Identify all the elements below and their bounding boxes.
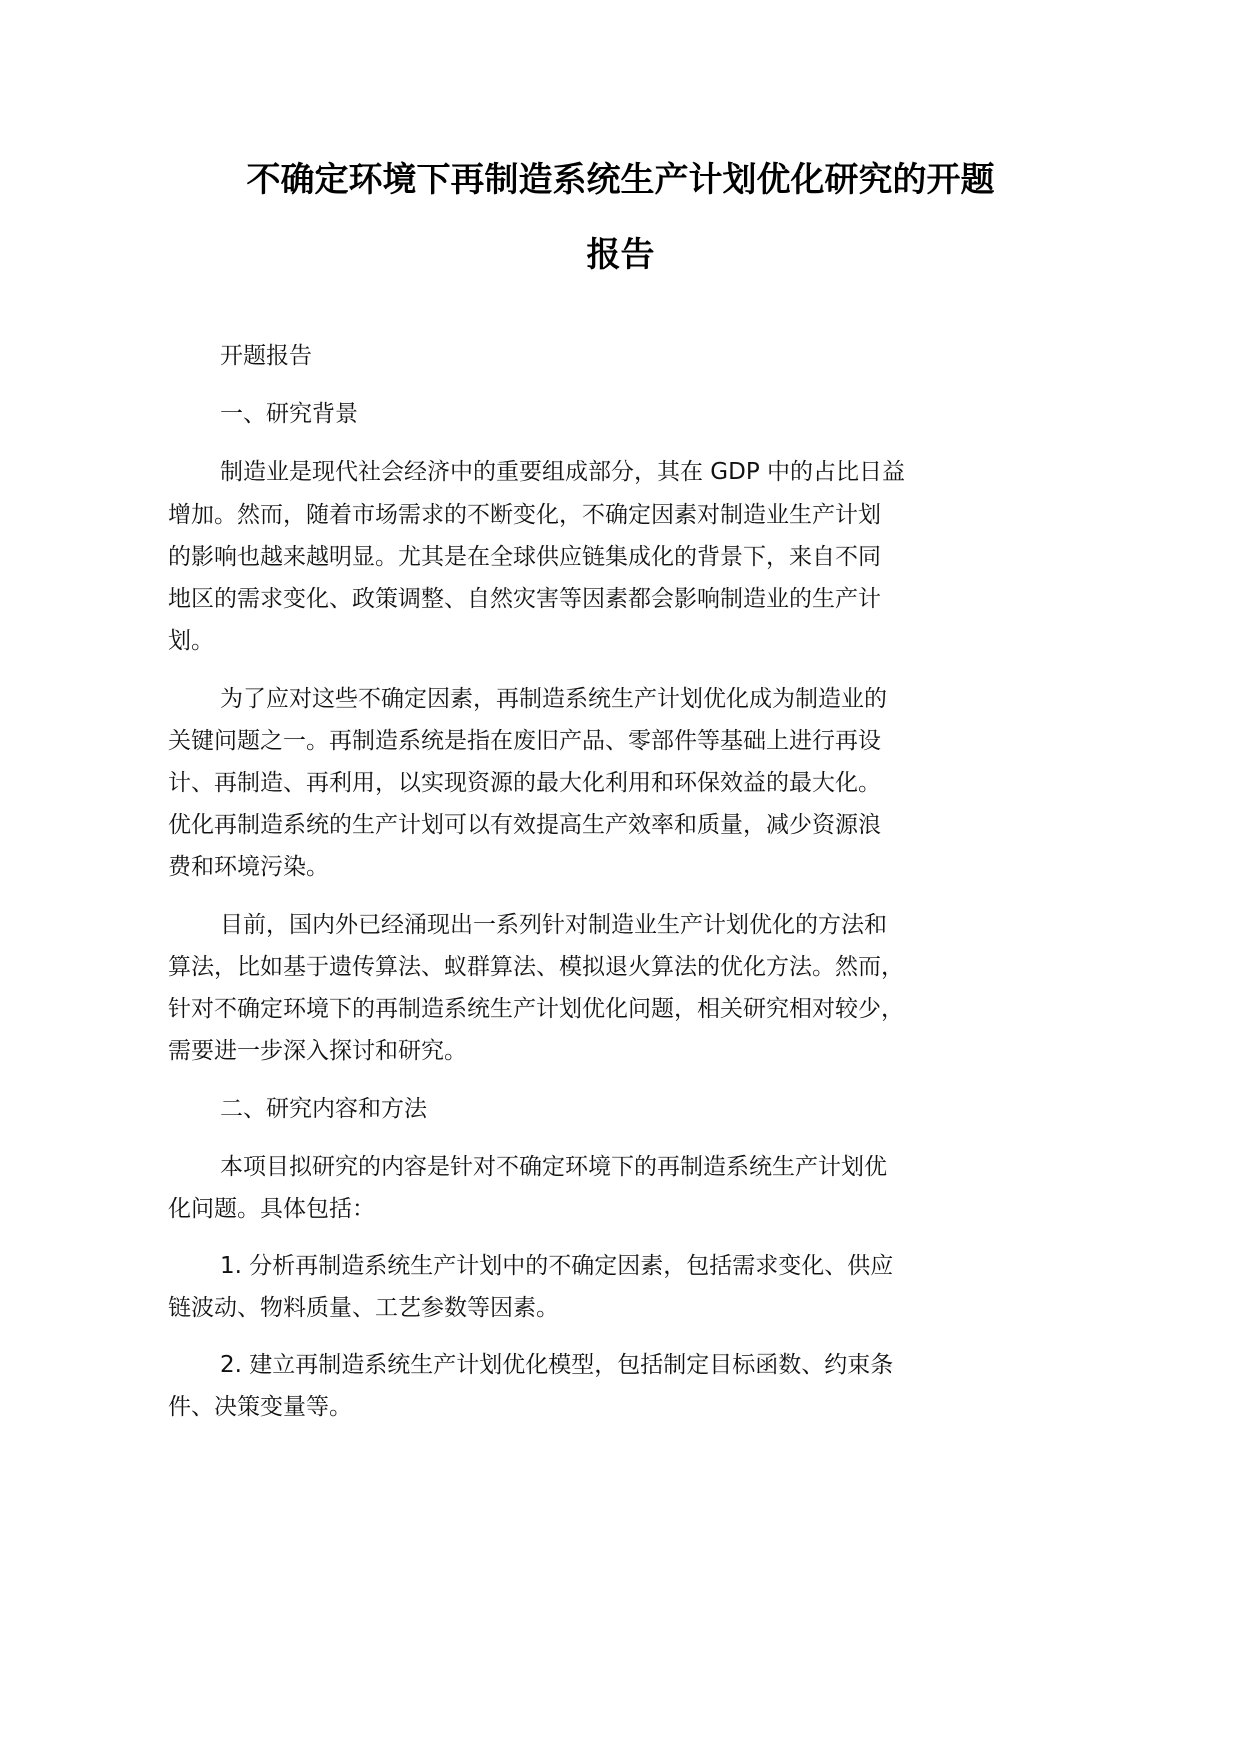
section-heading-background: 一、研究背景 [220,401,358,427]
paragraph-line: 针对不确定环境下的再制造系统生产计划优化问题，相关研究相对较少， [168,996,904,1022]
paragraph-line: 链波动、物料质量、工艺参数等因素。 [168,1295,559,1321]
paragraph-line: 本项目拟研究的内容是针对不确定环境下的再制造系统生产计划优 [220,1154,887,1180]
paragraph-line: 为了应对这些不确定因素，再制造系统生产计划优化成为制造业的 [220,686,887,712]
paragraph-line: 划。 [168,628,214,654]
paragraph-line: 费和环境污染。 [168,854,329,880]
paragraph-line: 需要进一步深入探讨和研究。 [168,1038,467,1064]
paragraph-line: 件、决策变量等。 [168,1394,352,1420]
paragraph-line: 增加。然而，随着市场需求的不断变化，不确定因素对制造业生产计划 [168,502,881,528]
paragraph-line: 关键问题之一。再制造系统是指在废旧产品、零部件等基础上进行再设 [168,728,881,754]
paragraph-line: 地区的需求变化、政策调整、自然灾害等因素都会影响制造业的生产计 [168,586,881,612]
document-title-line-1: 不确定环境下再制造系统生产计划优化研究的开题 [246,160,995,200]
paragraph-line: 优化再制造系统的生产计划可以有效提高生产效率和质量，减少资源浪 [168,812,881,838]
report-subtitle: 开题报告 [220,343,312,369]
paragraph-line: 化问题。具体包括： [168,1196,375,1222]
paragraph-line: 目前，国内外已经涌现出一系列针对制造业生产计划优化的方法和 [220,912,887,938]
section-heading-content-methods: 二、研究内容和方法 [220,1096,427,1122]
paragraph-line: 2. 建立再制造系统生产计划优化模型，包括制定目标函数、约束条 [220,1352,894,1378]
paragraph-line: 的影响也越来越明显。尤其是在全球供应链集成化的背景下，来自不同 [168,544,881,570]
paragraph-line: 算法，比如基于遗传算法、蚁群算法、模拟退火算法的优化方法。然而， [168,954,904,980]
document-title-line-2: 报告 [586,235,655,275]
paragraph-line: 制造业是现代社会经济中的重要组成部分，其在 GDP 中的占比日益 [220,459,906,485]
paragraph-line: 1. 分析再制造系统生产计划中的不确定因素，包括需求变化、供应 [220,1253,894,1279]
paragraph-line: 计、再制造、再利用，以实现资源的最大化利用和环保效益的最大化。 [168,770,881,796]
